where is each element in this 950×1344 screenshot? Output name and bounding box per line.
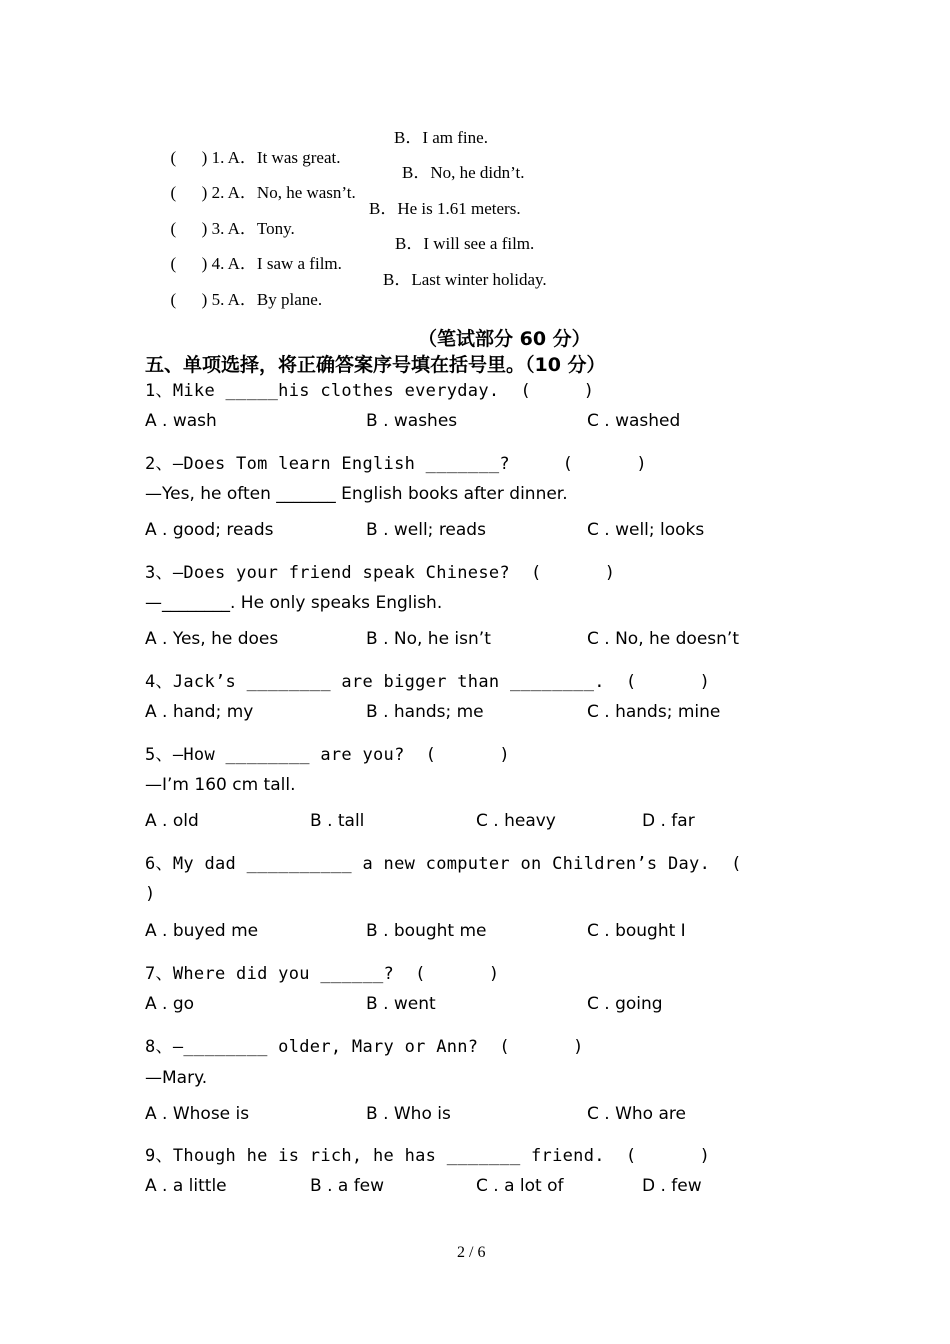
option: B . tall (310, 811, 365, 831)
item-number: 3. (211, 219, 225, 238)
option: D . few (642, 1176, 702, 1196)
option: C . a lot of (476, 1176, 564, 1196)
option: A . Yes, he does (145, 629, 279, 649)
option: C . washed (587, 411, 681, 431)
option: C . going (587, 994, 663, 1014)
option: C . bought I (587, 921, 686, 941)
option-a: A．It was great. (227, 148, 341, 167)
option: B . bought me (366, 921, 487, 941)
written-part-title: （笔试部分 60 分） (418, 328, 591, 350)
option: C . hands; mine (587, 702, 721, 722)
option: C . heavy (476, 811, 556, 831)
item-number: 4. (211, 254, 225, 273)
listening-item (145, 265, 322, 330)
option: A . wash (145, 411, 217, 431)
option: B . well; reads (366, 520, 486, 540)
question-stem: 8、—________ older, Mary or Ann? ( ) (145, 1037, 584, 1057)
option: A . go (145, 994, 195, 1014)
option: B . a few (310, 1176, 385, 1196)
option: C . well; looks (587, 520, 705, 540)
option-b: B．I will see a film. (395, 234, 535, 253)
answer-paren: ( ) (170, 254, 208, 273)
question-stem: 5、—How ________ are you? ( ) (145, 745, 510, 765)
dialogue-reply: —Yes, he often _______ English books after dinner. (145, 484, 568, 504)
question-stem: 3、—Does your friend speak Chinese? ( ) (145, 563, 616, 583)
option: A . buyed me (145, 921, 259, 941)
item-number: 2. (211, 183, 225, 202)
dialogue-reply: —I’m 160 cm tall. (145, 775, 296, 795)
option: C . No, he doesn’t (587, 629, 739, 649)
option-a: A．No, he wasn’t. (227, 183, 356, 202)
option: A . hand; my (145, 702, 254, 722)
option: A . a little (145, 1176, 227, 1196)
option-b: B．Last winter holiday. (383, 270, 547, 289)
answer-paren: ( ) (170, 219, 208, 238)
option: B . Who is (366, 1104, 451, 1124)
option-a: A．I saw a film. (227, 254, 342, 273)
page-number: 2 / 6 (457, 1244, 486, 1261)
option: B . washes (366, 411, 458, 431)
option: A . old (145, 811, 199, 831)
question-stem: 2、—Does Tom learn English _______? ( ) (145, 454, 647, 474)
answer-paren: ( ) (170, 148, 208, 167)
option: A . good; reads (145, 520, 274, 540)
option: C . Who are (587, 1104, 686, 1124)
dialogue-reply: —Mary. (145, 1068, 208, 1088)
item-number: 1. (211, 148, 225, 167)
section-title: 五、单项选择，将正确答案序号填在括号里。（10 分） (145, 354, 606, 376)
option-b: B．No, he didn’t. (402, 163, 525, 182)
option: B . hands; me (366, 702, 484, 722)
question-stem-continued: ) (145, 884, 156, 904)
option: B . No, he isn’t (366, 629, 491, 649)
option: B . went (366, 994, 436, 1014)
option-a: A．Tony. (227, 219, 295, 238)
question-stem: 1、Mike _____his clothes everyday. ( ) (145, 381, 595, 401)
answer-paren: ( ) (170, 290, 208, 309)
option-b: B．I am fine. (394, 128, 488, 147)
answer-paren: ( ) (170, 183, 208, 202)
question-stem: 4、Jack’s ________ are bigger than ________. ( ) (145, 672, 711, 692)
question-stem: 6、My dad __________ a new computer on Children’s Day. ( (145, 854, 742, 874)
option-a: A．By plane. (227, 290, 323, 309)
item-number: 5. (211, 290, 225, 309)
option: A . Whose is (145, 1104, 250, 1124)
dialogue-reply: —________. He only speaks English. (145, 593, 443, 613)
option-b: B．He is 1.61 meters. (369, 199, 521, 218)
question-stem: 9、Though he is rich, he has _______ friend. ( ) (145, 1146, 711, 1166)
option: D . far (642, 811, 695, 831)
question-stem: 7、Where did you ______? ( ) (145, 964, 500, 984)
